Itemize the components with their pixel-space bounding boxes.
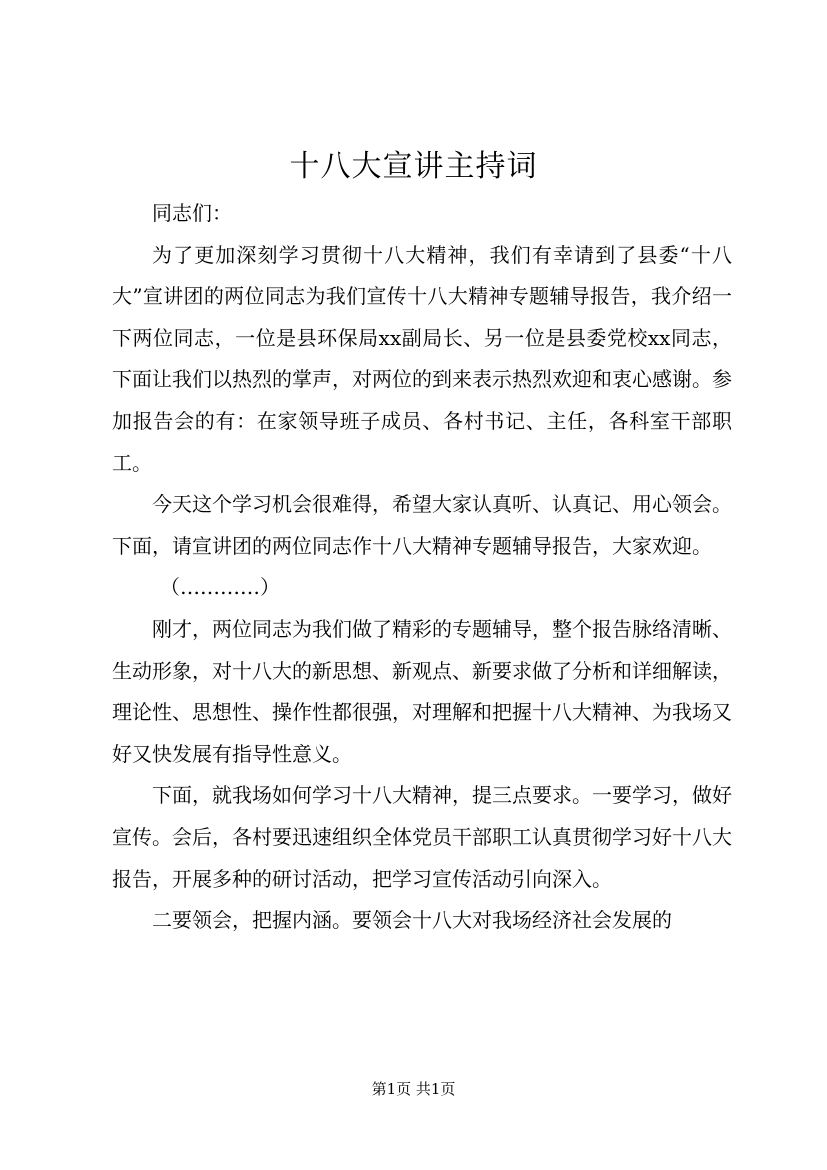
page-footer: 第1页 共1页 bbox=[371, 1080, 456, 1098]
body-paragraph: 下面，就我场如何学习十八大精神，提三点要求。一要学习，做好宣传。会后，各村要迅速组织全体党员干部职工认真贯彻学习好十八大报告，开展多种的研讨活动，把学习宣传活动引向深入。 bbox=[112, 783, 732, 891]
body-paragraph: 二要领会，把握内涵。要领会十八大对我场经济社会发展的 bbox=[152, 908, 672, 933]
salutation-paragraph: 同志们： bbox=[152, 201, 232, 225]
document-body bbox=[112, 193, 732, 942]
ellipsis-paragraph: （…………） bbox=[160, 575, 280, 600]
body-paragraph: 为了更加深刻学习贯彻十八大精神，我们有幸请到了县委“十八大”宣讲团的两位同志为我们宣传十八大精神专题辅导报告，我介绍一下两位同志，一位是县环保局xx副局长、另一位是县委党校xx同志，下面让我们以热烈的掌声，对两位的到来表示热烈欢迎和衷心感谢。参加报告会的有：在家领导班子成员、各村书记、主任，各科室干部职工。 bbox=[112, 242, 732, 475]
document-title: 十八大宣讲主持词 bbox=[289, 149, 538, 184]
body-paragraph: 今天这个学习机会很难得，希望大家认真听、认真记、用心领会。下面，请宣讲团的两位同志作十八大精神专题辅导报告，大家欢迎。 bbox=[112, 492, 732, 558]
body-paragraph: 刚才，两位同志为我们做了精彩的专题辅导，整个报告脉络清晰、生动形象，对十八大的新思想、新观点、新要求做了分析和详细解读，理论性、思想性、操作性都很强，对理解和把握十八大精神、为我场又好又快发展有指导性意义。 bbox=[112, 616, 732, 766]
